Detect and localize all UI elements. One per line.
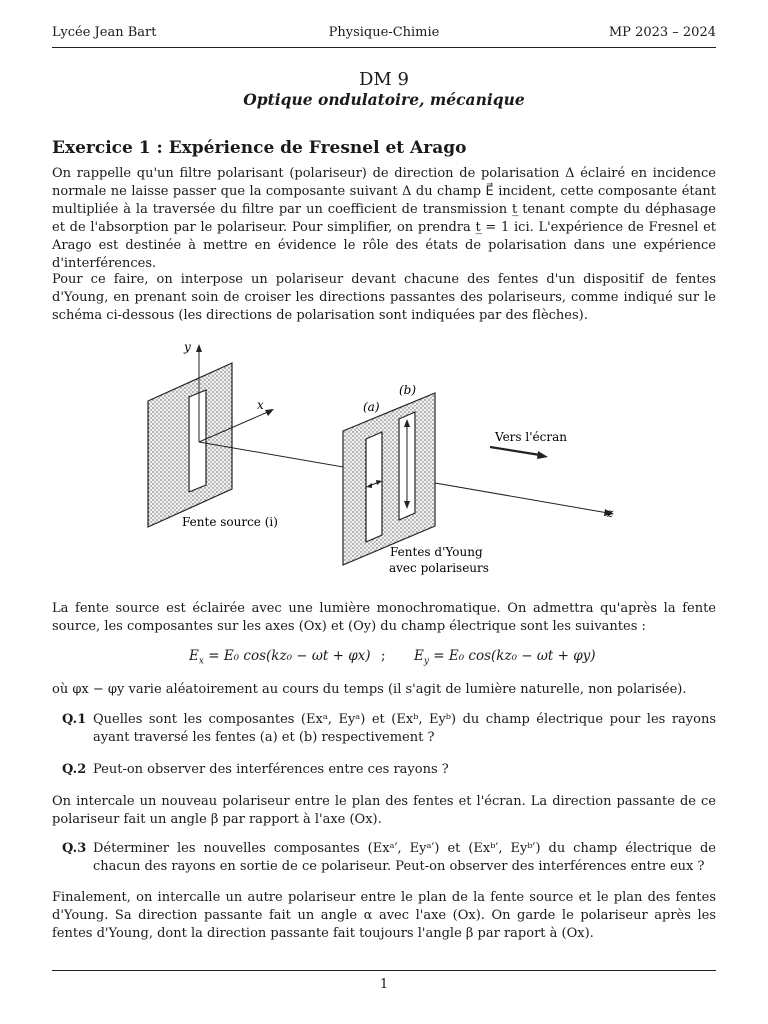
- question-3: [62, 840, 716, 876]
- header-subject: Physique-Chimie: [328, 25, 440, 40]
- paragraph-source: La fente source est éclairée avec une lumière monochromatique. On admettra qu'après la fente source, les composantes sur les axes (Ox) et (Oy) du champ électrique sont les suivantes :: [52, 601, 716, 634]
- y-axis-arrow: [196, 344, 202, 352]
- page-number: 1: [379, 977, 389, 992]
- label-slit-a: (a): [363, 400, 380, 414]
- eq-rhs-y: = E₀ cos(kz₀ − ωt + φy): [428, 648, 596, 664]
- question-1-text: Quelles sont les composantes (Exᵃ, Eyᵃ) et (Exᵇ, Eyᵇ) du champ électrique pour les rayons ayant traversé les fentes (a) et (b) respectivement ?: [93, 712, 716, 745]
- source-slit: [189, 390, 206, 492]
- screen-direction-arrow: [537, 451, 548, 459]
- eq-lhs-x: E: [189, 648, 199, 664]
- eq-separator: ;: [381, 648, 386, 664]
- paragraph-random-phase: où φx − φy varie aléatoirement au cours du temps (il s'agit de lumière naturelle, non polarisée).: [52, 682, 687, 697]
- paragraph-new-polarizer: On intercale un nouveau polariseur entre le plan des fentes et l'écran. La direction passante de ce polariseur fait un angle β par rapport à l'axe (Ox).: [52, 794, 716, 827]
- question-3-text: Déterminer les nouvelles composantes (Exᵃ′, Eyᵃ′) et (Exᵇ′, Eyᵇ′) du champ électrique de chacun des rayons en sortie de ce polariseur. Peut-on observer des interférences entre eux ?: [93, 841, 716, 874]
- question-1: [62, 711, 716, 747]
- label-z: z: [607, 506, 614, 520]
- page-title: DM 9: [358, 69, 410, 90]
- label-x: x: [257, 398, 264, 412]
- question-2-number: Q.2: [62, 762, 87, 777]
- question-1-number: Q.1: [62, 712, 87, 727]
- question-2-text: Peut-on observer des interférences entre ces rayons ?: [93, 762, 449, 777]
- label-slit-b: (b): [399, 383, 417, 397]
- header-year: MP 2023 – 2024: [608, 25, 716, 40]
- paragraph-final: Finalement, on intercalle un autre polariseur entre le plan de la fente source et le plan des fentes d'Young. Sa direction passante fait un angle α avec l'axe (Ox). On garde le polariseur après les fentes d'Young, dont la direction passante fait toujours l'angle β par raport à (Ox).: [52, 890, 716, 941]
- label-young-line1: Fentes d'Young: [390, 545, 483, 559]
- question-3-number: Q.3: [62, 841, 87, 856]
- header-rule: [52, 47, 716, 48]
- section-heading: Exercice 1 : Expérience de Fresnel et Arago: [52, 138, 467, 158]
- paragraph-setup: Pour ce faire, on interpose un polariseur devant chacune des fentes d'un dispositif de fentes d'Young, en prenant soin de croiser les directions passantes des polariseurs, comme indiqué sur le schéma ci-dessous (les directions de polarisation sont indiquées par des flèches).: [52, 272, 716, 323]
- young-screen: [343, 393, 435, 565]
- label-y: y: [184, 340, 191, 354]
- young-slits-diagram: [120, 335, 640, 585]
- eq-rhs-x: = E₀ cos(kz₀ − ωt + φx): [203, 648, 371, 664]
- header-school: Lycée Jean Bart: [52, 25, 157, 40]
- label-source-slit: Fente source (i): [182, 515, 278, 529]
- footer-rule: [52, 970, 716, 971]
- paragraph-intro: On rappelle qu'un filtre polarisant (polariseur) de direction de polarisation Δ éclairé en incidence normale ne laisse passer que la composante suivant Δ du champ E⃗ incident, cette composante étant multipliée à la traversée du filtre par un coefficient de transmission t̲ tenant compte du déphasage et de l'absorption par le polariseur. Pour simplifier, on prendra t̲ = 1 ici. L'expérience de Fresnel et Arago est destinée à mettre en évidence le rôle des états de polarisation dans une expérience d'interférences.: [52, 166, 716, 271]
- x-axis-arrow: [265, 409, 274, 416]
- label-young-line2: avec polariseurs: [389, 561, 489, 575]
- eq-lhs-y: E: [414, 648, 424, 664]
- page-subtitle: Optique ondulatoire, mécanique: [243, 90, 525, 109]
- question-2: [62, 761, 716, 779]
- label-screen: Vers l'écran: [495, 430, 567, 444]
